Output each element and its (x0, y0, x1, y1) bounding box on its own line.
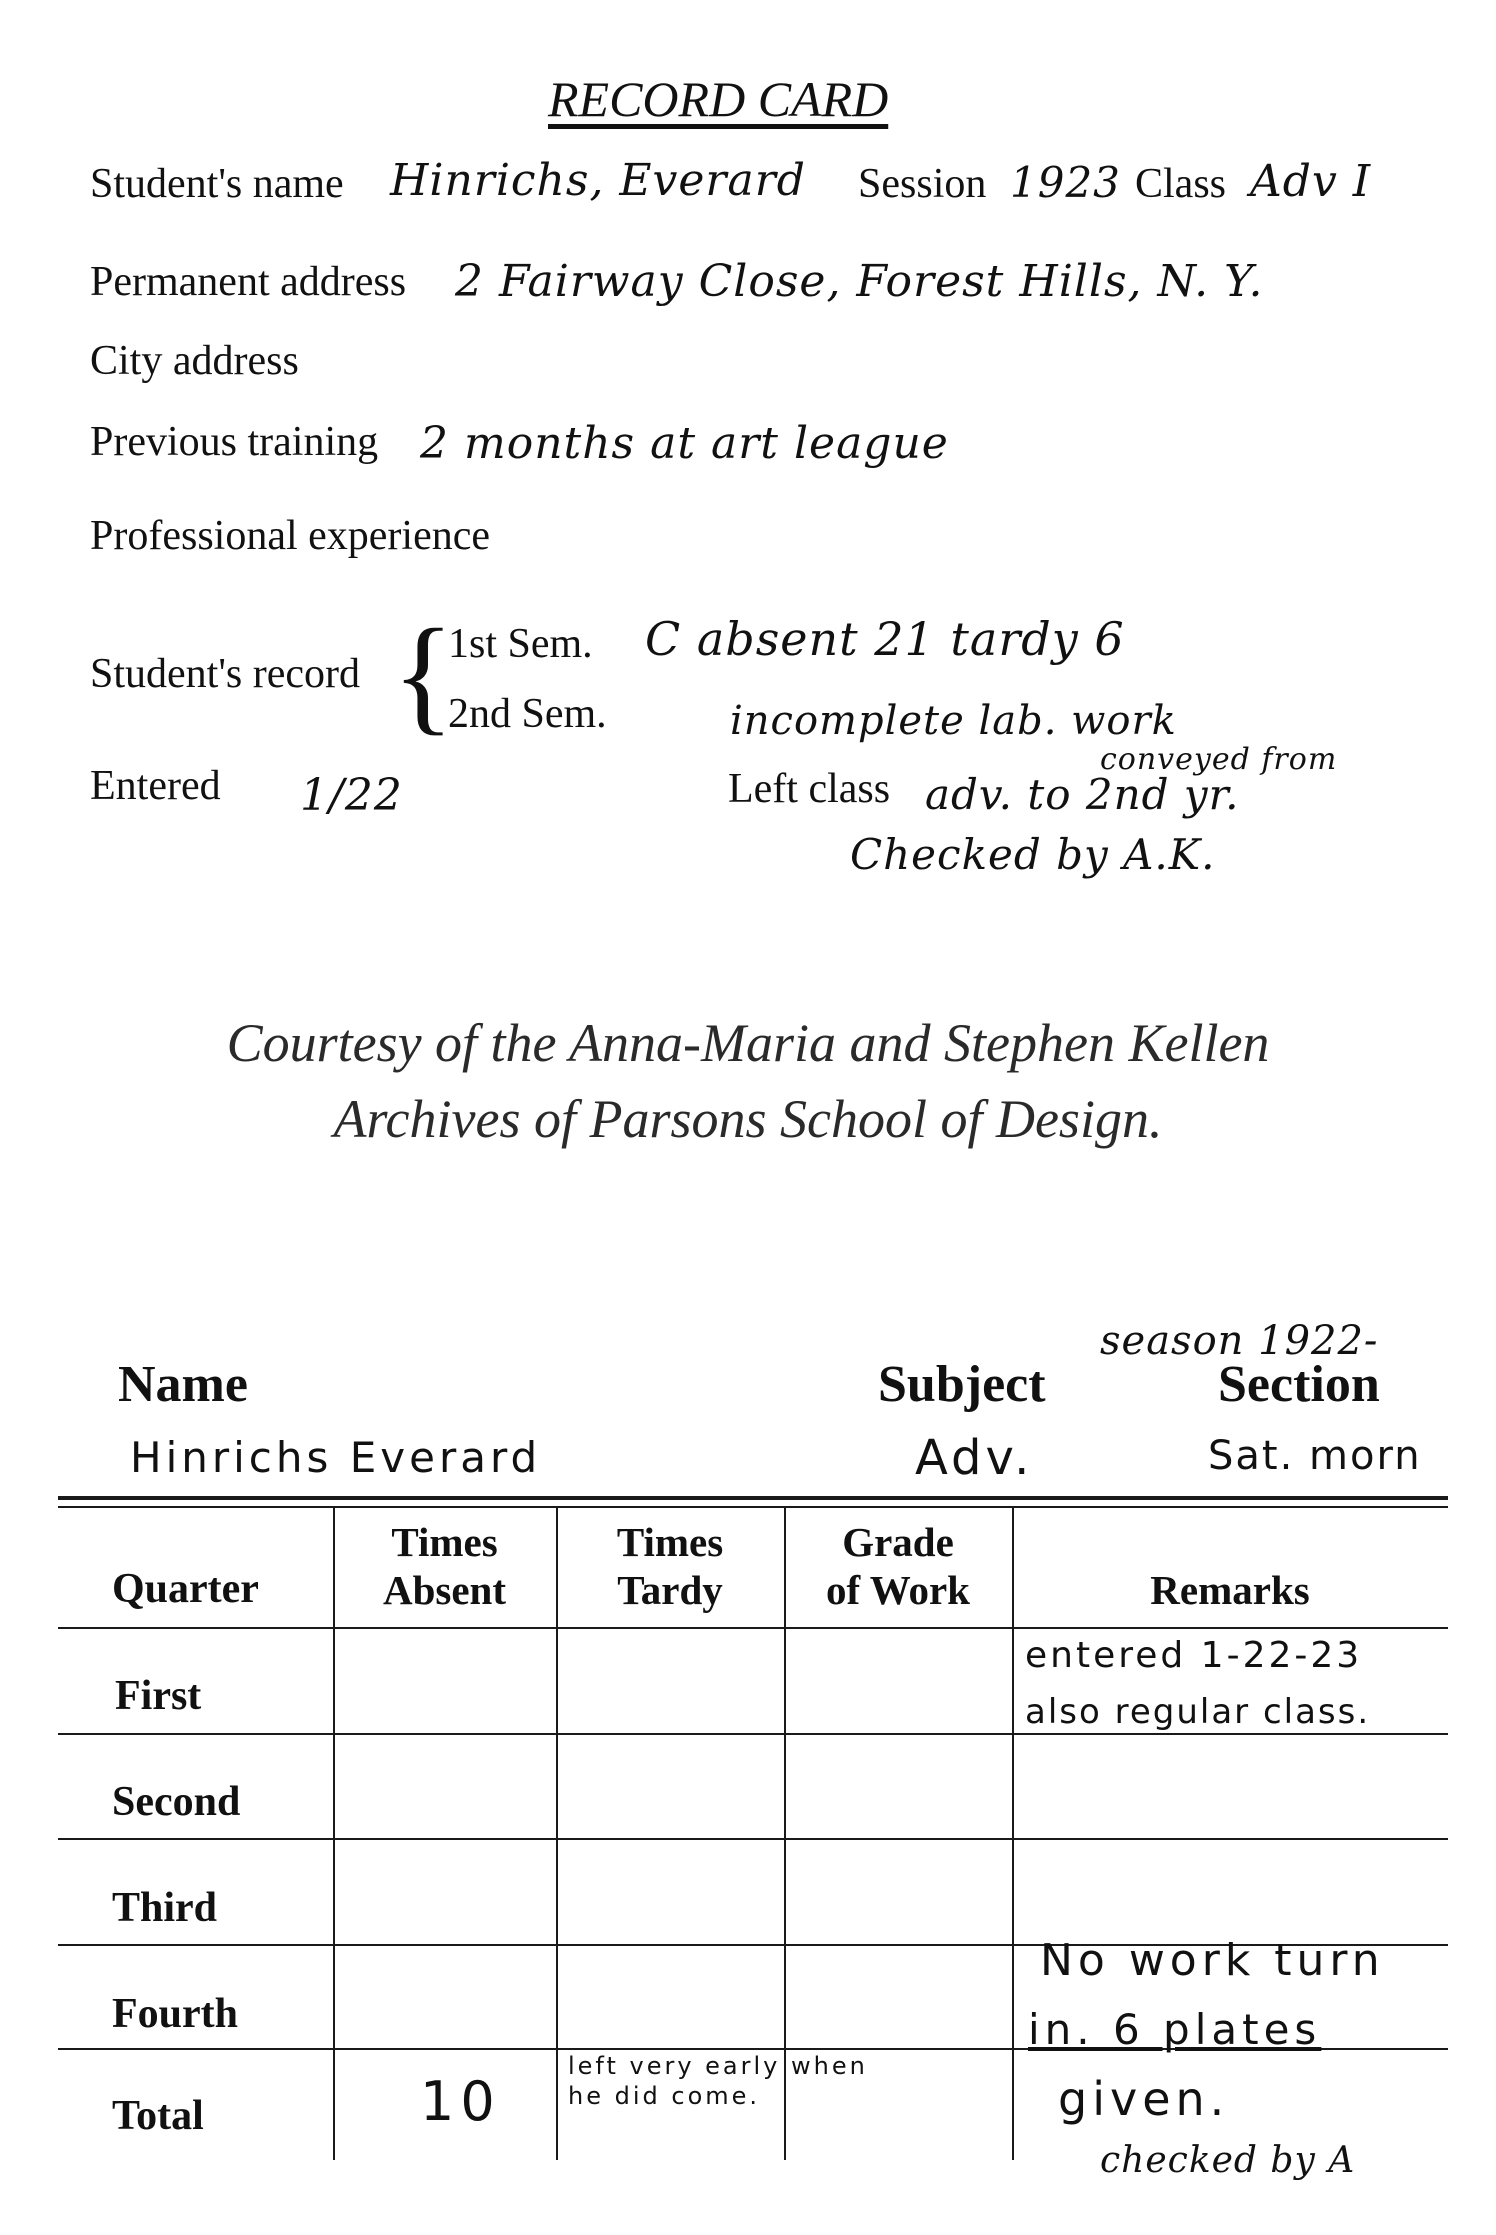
row-label-first: First (115, 1673, 202, 1719)
session-value: 1923 (1010, 158, 1121, 207)
col-header-times-tardy-line2: Tardy (617, 1567, 723, 1613)
row-label-fourth: Fourth (112, 1991, 238, 2037)
student-name-value: Hinrichs, Everard (390, 155, 806, 206)
courtesy-line-2: Archives of Parsons School of Design. (333, 1089, 1163, 1149)
class-label: Class (1135, 161, 1227, 207)
previous-training-value: 2 months at art league (420, 418, 949, 469)
col-header-grade-line2: of Work (826, 1567, 970, 1613)
professional-experience-label: Professional experience (90, 513, 491, 559)
name-value: Hinrichs Everard (130, 1433, 542, 1482)
brace-icon: { (392, 603, 455, 747)
remarks-fourth-line1: No work turn (1040, 1935, 1385, 1986)
second-sem-label: 2nd Sem. (448, 691, 607, 737)
entered-value: 1/22 (300, 770, 403, 821)
session-label: Session (858, 161, 987, 207)
class-value: Adv I (1250, 156, 1372, 207)
season-note: season 1922- (1100, 1318, 1379, 1364)
courtesy-line-1: Courtesy of the Anna-Maria and Stephen Kellen (226, 1013, 1270, 1073)
subject-value: Adv. (915, 1430, 1034, 1486)
section-label: Section (1218, 1356, 1380, 1413)
student-record-label: Student's record (90, 651, 361, 697)
left-class-label: Left class (728, 766, 891, 812)
total-tardy-note-line2: he did come. (568, 2082, 761, 2110)
col-header-quarter: Quarter (112, 1566, 259, 1612)
second-sem-value: incomplete lab. work (730, 698, 1177, 744)
col-header-times-absent-line1: Times (391, 1519, 498, 1565)
col-header-times-tardy-line1: Times (616, 1519, 724, 1565)
remarks-fourth-line2: in. 6 plates (1028, 2005, 1322, 2054)
remarks-total-line1: given. (1058, 2072, 1230, 2126)
header-rule (58, 1627, 1448, 1629)
permanent-address-label: Permanent address (90, 259, 407, 305)
first-sem-label: 1st Sem. (448, 621, 593, 667)
permanent-address-value: 2 Fairway Close, Forest Hills, N. Y. (455, 256, 1264, 307)
table-top-rule (58, 1496, 1448, 1500)
total-absent-value: 10 (420, 2070, 501, 2133)
col-header-times-absent (333, 1518, 556, 1614)
student-name-label: Student's name (90, 161, 344, 207)
city-address-label: City address (90, 338, 299, 384)
first-sem-value: C absent 21 tardy 6 (645, 612, 1125, 666)
row-rule-2 (58, 1838, 1448, 1840)
table-top-rule-thin (58, 1506, 1448, 1508)
left-class-note: conveyed from (1100, 742, 1338, 777)
name-label: Name (118, 1356, 248, 1413)
col-header-grade-line1: Grade (842, 1519, 954, 1565)
subject-label: Subject (878, 1356, 1046, 1413)
col-header-remarks: Remarks (1150, 1567, 1310, 1613)
row-label-second: Second (112, 1779, 241, 1825)
checked-note: Checked by A.K. (850, 830, 1216, 879)
col-header-grade-of-work (784, 1518, 1012, 1614)
remarks-first-line1: entered 1-22-23 (1025, 1635, 1363, 1676)
row-rule-1 (58, 1733, 1448, 1735)
row-label-total: Total (112, 2093, 204, 2139)
remarks-first-line2: also regular class. (1025, 1692, 1371, 1732)
col-header-times-tardy (556, 1518, 784, 1614)
remarks-total-line2: checked by A (1100, 2140, 1356, 2181)
col-header-times-absent-line2: Absent (382, 1567, 507, 1613)
section-value: Sat. morn (1208, 1433, 1422, 1479)
row-label-third: Third (112, 1885, 218, 1931)
total-tardy-note-line1: left very early when (568, 2052, 868, 2080)
left-class-value: adv. to 2nd yr. (925, 770, 1240, 819)
entered-label: Entered (90, 763, 221, 809)
record-card-title: RECORD CARD (548, 71, 889, 127)
previous-training-label: Previous training (90, 419, 379, 465)
